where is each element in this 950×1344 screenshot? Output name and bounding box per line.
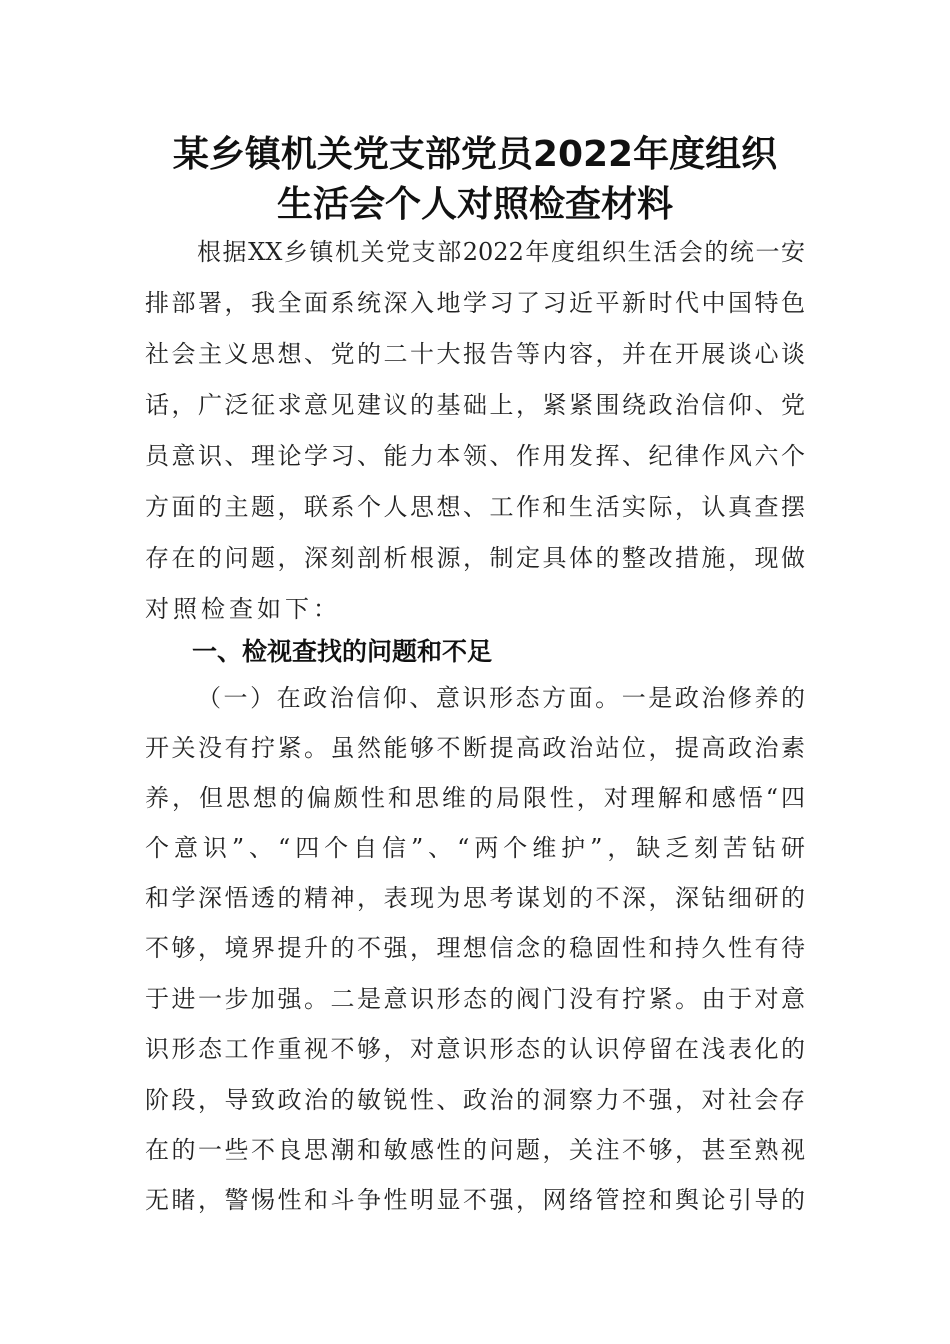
document-title-line-2: 生活会个人对照检查材料 [276, 184, 673, 225]
intro-paragraph-line: 员意识、理论学习、能力本领、作用发挥、纪律作风六个 [145, 442, 805, 470]
section-paragraph-line: 识形态工作重视不够，对意识形态的认识停留在浅表化的 [145, 1035, 805, 1063]
intro-paragraph-line: 话，广泛征求意见建议的基础上，紧紧围绕政治信仰、党 [145, 391, 805, 419]
intro-paragraph-line: 方面的主题，联系个人思想、工作和生活实际，认真查摆 [145, 493, 805, 521]
section-paragraph-line: 个意识”、“四个自信”、“两个维护”，缺乏刻苦钻研 [145, 834, 805, 862]
document-title-line-1: 某乡镇机关党支部党员2022年度组织 [172, 134, 778, 175]
intro-paragraph-line: 存在的问题，深刻剖析根源，制定具体的整改措施，现做 [145, 544, 805, 572]
section-paragraph-line: 不够，境界提升的不强，理想信念的稳固性和持久性有待 [145, 934, 805, 962]
section-paragraph-line: 于进一步加强。二是意识形态的阀门没有拧紧。由于对意 [145, 985, 805, 1013]
section-paragraph-line: 养，但思想的偏颇性和思维的局限性，对理解和感悟“四 [145, 784, 805, 812]
section-paragraph-line: （一）在政治信仰、意识形态方面。一是政治修养的 [197, 684, 805, 712]
intro-paragraph-line: 排部署，我全面系统深入地学习了习近平新时代中国特色 [145, 289, 805, 317]
section-paragraph-line: 在的一些不良思潮和敏感性的问题，关注不够，甚至熟视 [145, 1136, 805, 1164]
section-paragraph-line: 开关没有拧紧。虽然能够不断提高政治站位，提高政治素 [145, 734, 805, 762]
intro-paragraph-line: 根据XX乡镇机关党支部2022年度组织生活会的统一安 [197, 238, 805, 266]
section-heading: 一、检视查找的问题和不足 [192, 637, 493, 666]
intro-paragraph-line: 对照检查如下： [145, 595, 341, 623]
section-paragraph-line: 无睹，警惕性和斗争性明显不强，网络管控和舆论引导的 [145, 1186, 805, 1214]
intro-paragraph-line: 社会主义思想、党的二十大报告等内容，并在开展谈心谈 [145, 340, 805, 368]
section-paragraph-line: 阶段，导致政治的敏锐性、政治的洞察力不强，对社会存 [145, 1086, 805, 1114]
section-paragraph-line: 和学深悟透的精神，表现为思考谋划的不深，深钻细研的 [145, 884, 805, 912]
